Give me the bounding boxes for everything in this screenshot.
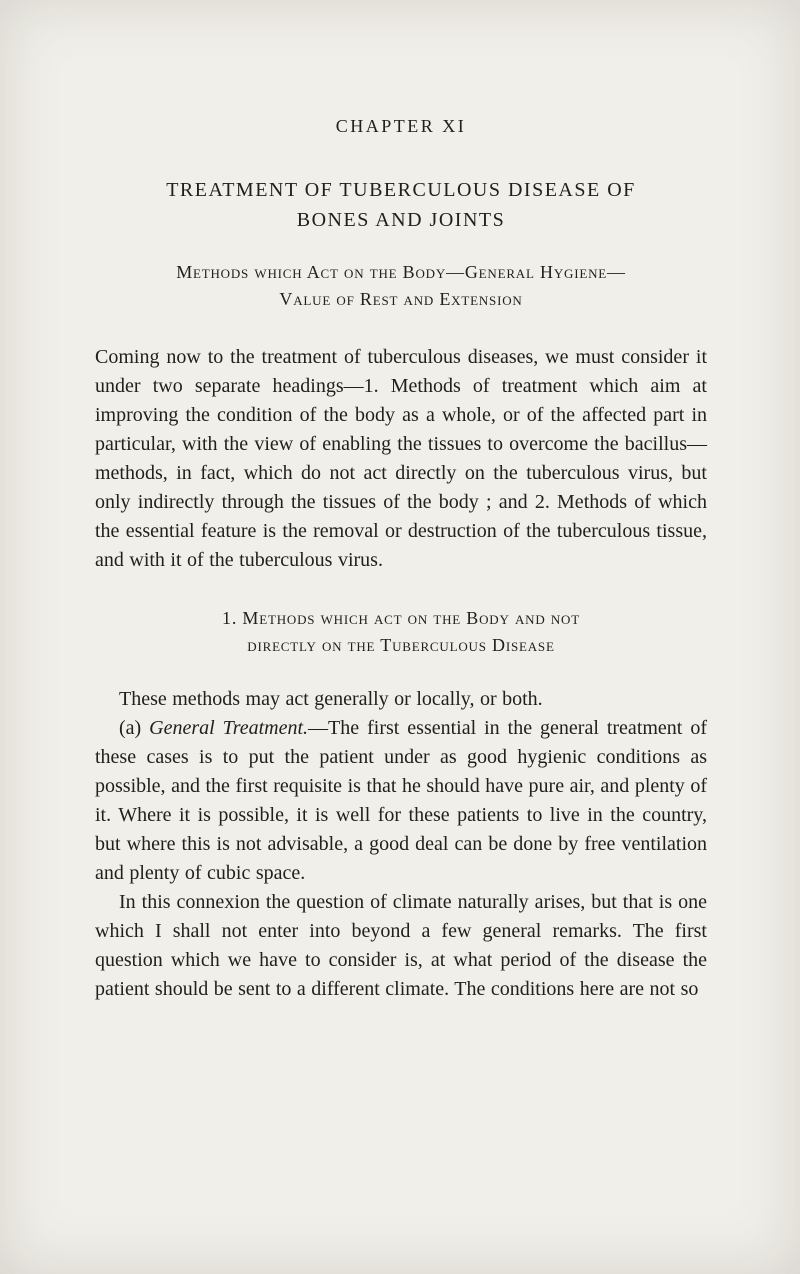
- section-heading: [95, 605, 707, 659]
- chapter-subtitle: [95, 259, 707, 313]
- chapter-title: [95, 175, 707, 235]
- chapter-subtitle-line-1: Methods which Act on the Body—General Hygiene—: [176, 262, 626, 282]
- general-treatment-rest: —The first essential in the general treatment of these cases is to put the patient under as good hygienic conditions as possible, and the first requisite is that he should have pure air, and plenty of it. Where it is possible, it is well for these patients to live in the country, but where this is not advisable, a good deal can be done by free ventilation and plenty of cubic space.: [95, 717, 707, 884]
- section-heading-line-1: 1. Methods which act on the Body and not: [222, 608, 580, 628]
- paragraph-these-methods: These methods may act generally or locally, or both.: [119, 688, 543, 710]
- paragraph-climate: In this connexion the question of climate naturally arises, but that is one which I shall not enter into beyond a few general remarks. The first question which we have to consider is, at what period of the disease the patient should be sent to a different climate. The conditions here are not so: [95, 891, 707, 1000]
- section-heading-line-2: directly on the Tuberculous Disease: [247, 635, 555, 655]
- chapter-heading: CHAPTER XI: [335, 116, 467, 136]
- paragraph-intro: Coming now to the treatment of tuberculous diseases, we must consider it under two separate headings—1. Methods of treatment which aim at improving the condition of the body as a whole, or of the affected part in particular, with the view of enabling the tissues to overcome the bacillus—methods, in fact, which do not act directly on the tuberculous virus, but only indirectly through the tissues of the body ; and 2. Methods of which the essential feature is the removal or destruction of the tuberculous tissue, and with it of the tuberculous virus.: [95, 346, 707, 571]
- paragraph-general-treatment: [95, 714, 707, 888]
- general-treatment-italic-title: General Treatment.: [149, 717, 309, 739]
- general-treatment-prefix: (a): [119, 717, 150, 739]
- chapter-subtitle-line-2: Value of Rest and Extension: [279, 289, 523, 309]
- chapter-title-line-1: TREATMENT OF TUBERCULOUS DISEASE OF: [166, 179, 636, 201]
- chapter-title-line-2: BONES AND JOINTS: [296, 209, 506, 231]
